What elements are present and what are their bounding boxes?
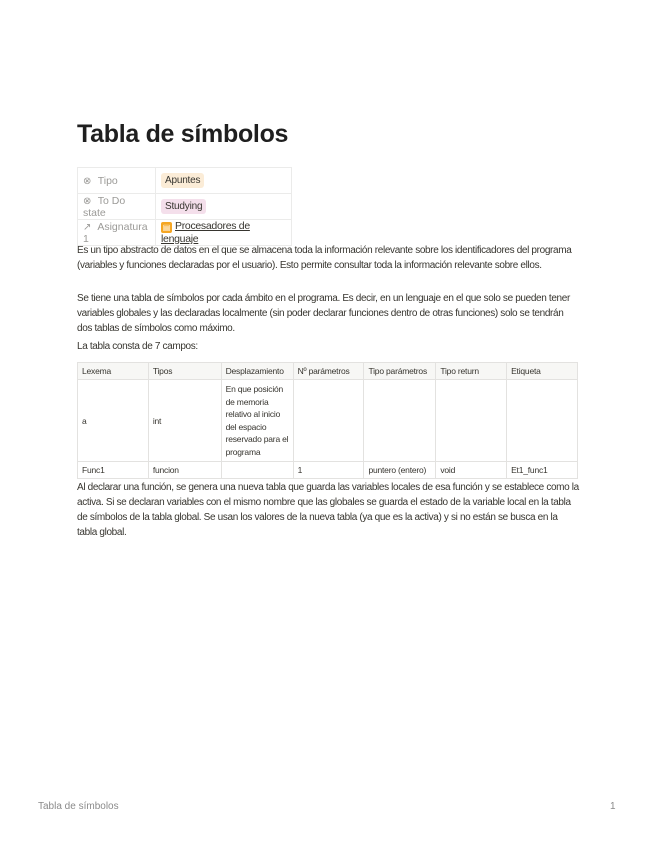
property-row-tipo[interactable] bbox=[78, 168, 292, 194]
table-cell: int bbox=[148, 380, 221, 462]
property-value[interactable] bbox=[156, 220, 292, 246]
paragraph-scopes: Se tiene una tabla de símbolos por cada ámbito en el programa. Es decir, en un lenguaje en el que solo se pueden tener variables globales y las declaradas localmente (sin poder declarar funciones dentro de otras funciones) solo se tendrán dos tablas de símbolos como máximo. bbox=[77, 293, 570, 334]
table-cell: a bbox=[78, 380, 149, 462]
table-cell: void bbox=[436, 462, 507, 479]
table-cell: puntero (entero) bbox=[364, 462, 436, 479]
column-header: Desplazamiento bbox=[221, 363, 293, 380]
footer-title: Tabla de símbolos bbox=[38, 801, 119, 812]
property-key-label: Asignatura 1 bbox=[83, 220, 148, 245]
property-key-label: To Do state bbox=[83, 194, 126, 219]
property-value[interactable] bbox=[156, 194, 292, 220]
column-header: Tipos bbox=[148, 363, 221, 380]
column-header: Tipo parámetros bbox=[364, 363, 436, 380]
relation-arrow-icon: ↗ bbox=[83, 221, 92, 233]
symbol-table bbox=[77, 362, 578, 479]
todo-state-tag[interactable]: Studying bbox=[161, 199, 206, 214]
table-row bbox=[78, 380, 578, 462]
column-header: Lexema bbox=[78, 363, 149, 380]
properties-table bbox=[77, 167, 292, 246]
paragraph-fields-intro: La tabla consta de 7 campos: bbox=[77, 341, 198, 352]
column-header: Etiqueta bbox=[507, 363, 578, 380]
table-cell bbox=[436, 380, 507, 462]
property-row-todo-state[interactable] bbox=[78, 194, 292, 220]
table-header-row bbox=[78, 363, 578, 380]
property-key bbox=[78, 168, 156, 194]
paragraph-definition: Es un tipo abstracto de datos en el que se almacena toda la información relevante sobre los identificadores del programa (variables y funciones declaradas por el usuario). Esto permite consultar toda la información relevante sobre ellos. bbox=[77, 245, 572, 271]
select-icon: ⊗ bbox=[83, 175, 92, 187]
property-value[interactable] bbox=[156, 168, 292, 194]
table-cell bbox=[293, 380, 364, 462]
column-header: Nº parámetros bbox=[293, 363, 364, 380]
table-row bbox=[78, 462, 578, 479]
property-key bbox=[78, 220, 156, 246]
table-cell bbox=[364, 380, 436, 462]
paragraph-function-declaration: Al declarar una función, se genera una nueva tabla que guarda las variables locales de esa función y se establece como la activa. Si se declaran variables con el mismo nombre que las globales se guarda el estado de la variable local en la tabla de símbolos de la tabla global. Se usan los valores de la nueva tabla (ya que es la activa) y si no están se busca en la tabla global. bbox=[77, 482, 579, 538]
page-icon: ▤ bbox=[162, 223, 171, 232]
table-cell: Func1 bbox=[78, 462, 149, 479]
table-cell bbox=[221, 462, 293, 479]
table-cell: 1 bbox=[293, 462, 364, 479]
relation-link[interactable]: Procesadores de lenguaje bbox=[161, 220, 250, 245]
select-icon: ⊗ bbox=[83, 195, 92, 207]
page-number: 1 bbox=[610, 801, 616, 812]
page-title: Tabla de símbolos bbox=[77, 120, 289, 148]
table-cell: funcion bbox=[148, 462, 221, 479]
table-cell bbox=[507, 380, 578, 462]
table-cell: Et1_func1 bbox=[507, 462, 578, 479]
tipo-tag[interactable]: Apuntes bbox=[161, 173, 204, 188]
property-row-asignatura[interactable] bbox=[78, 220, 292, 246]
table-cell: En que posición de memoria relativo al inicio del espacio reservado para el programa bbox=[221, 380, 293, 462]
property-key bbox=[78, 194, 156, 220]
column-header: Tipo return bbox=[436, 363, 507, 380]
property-key-label: Tipo bbox=[97, 174, 118, 187]
